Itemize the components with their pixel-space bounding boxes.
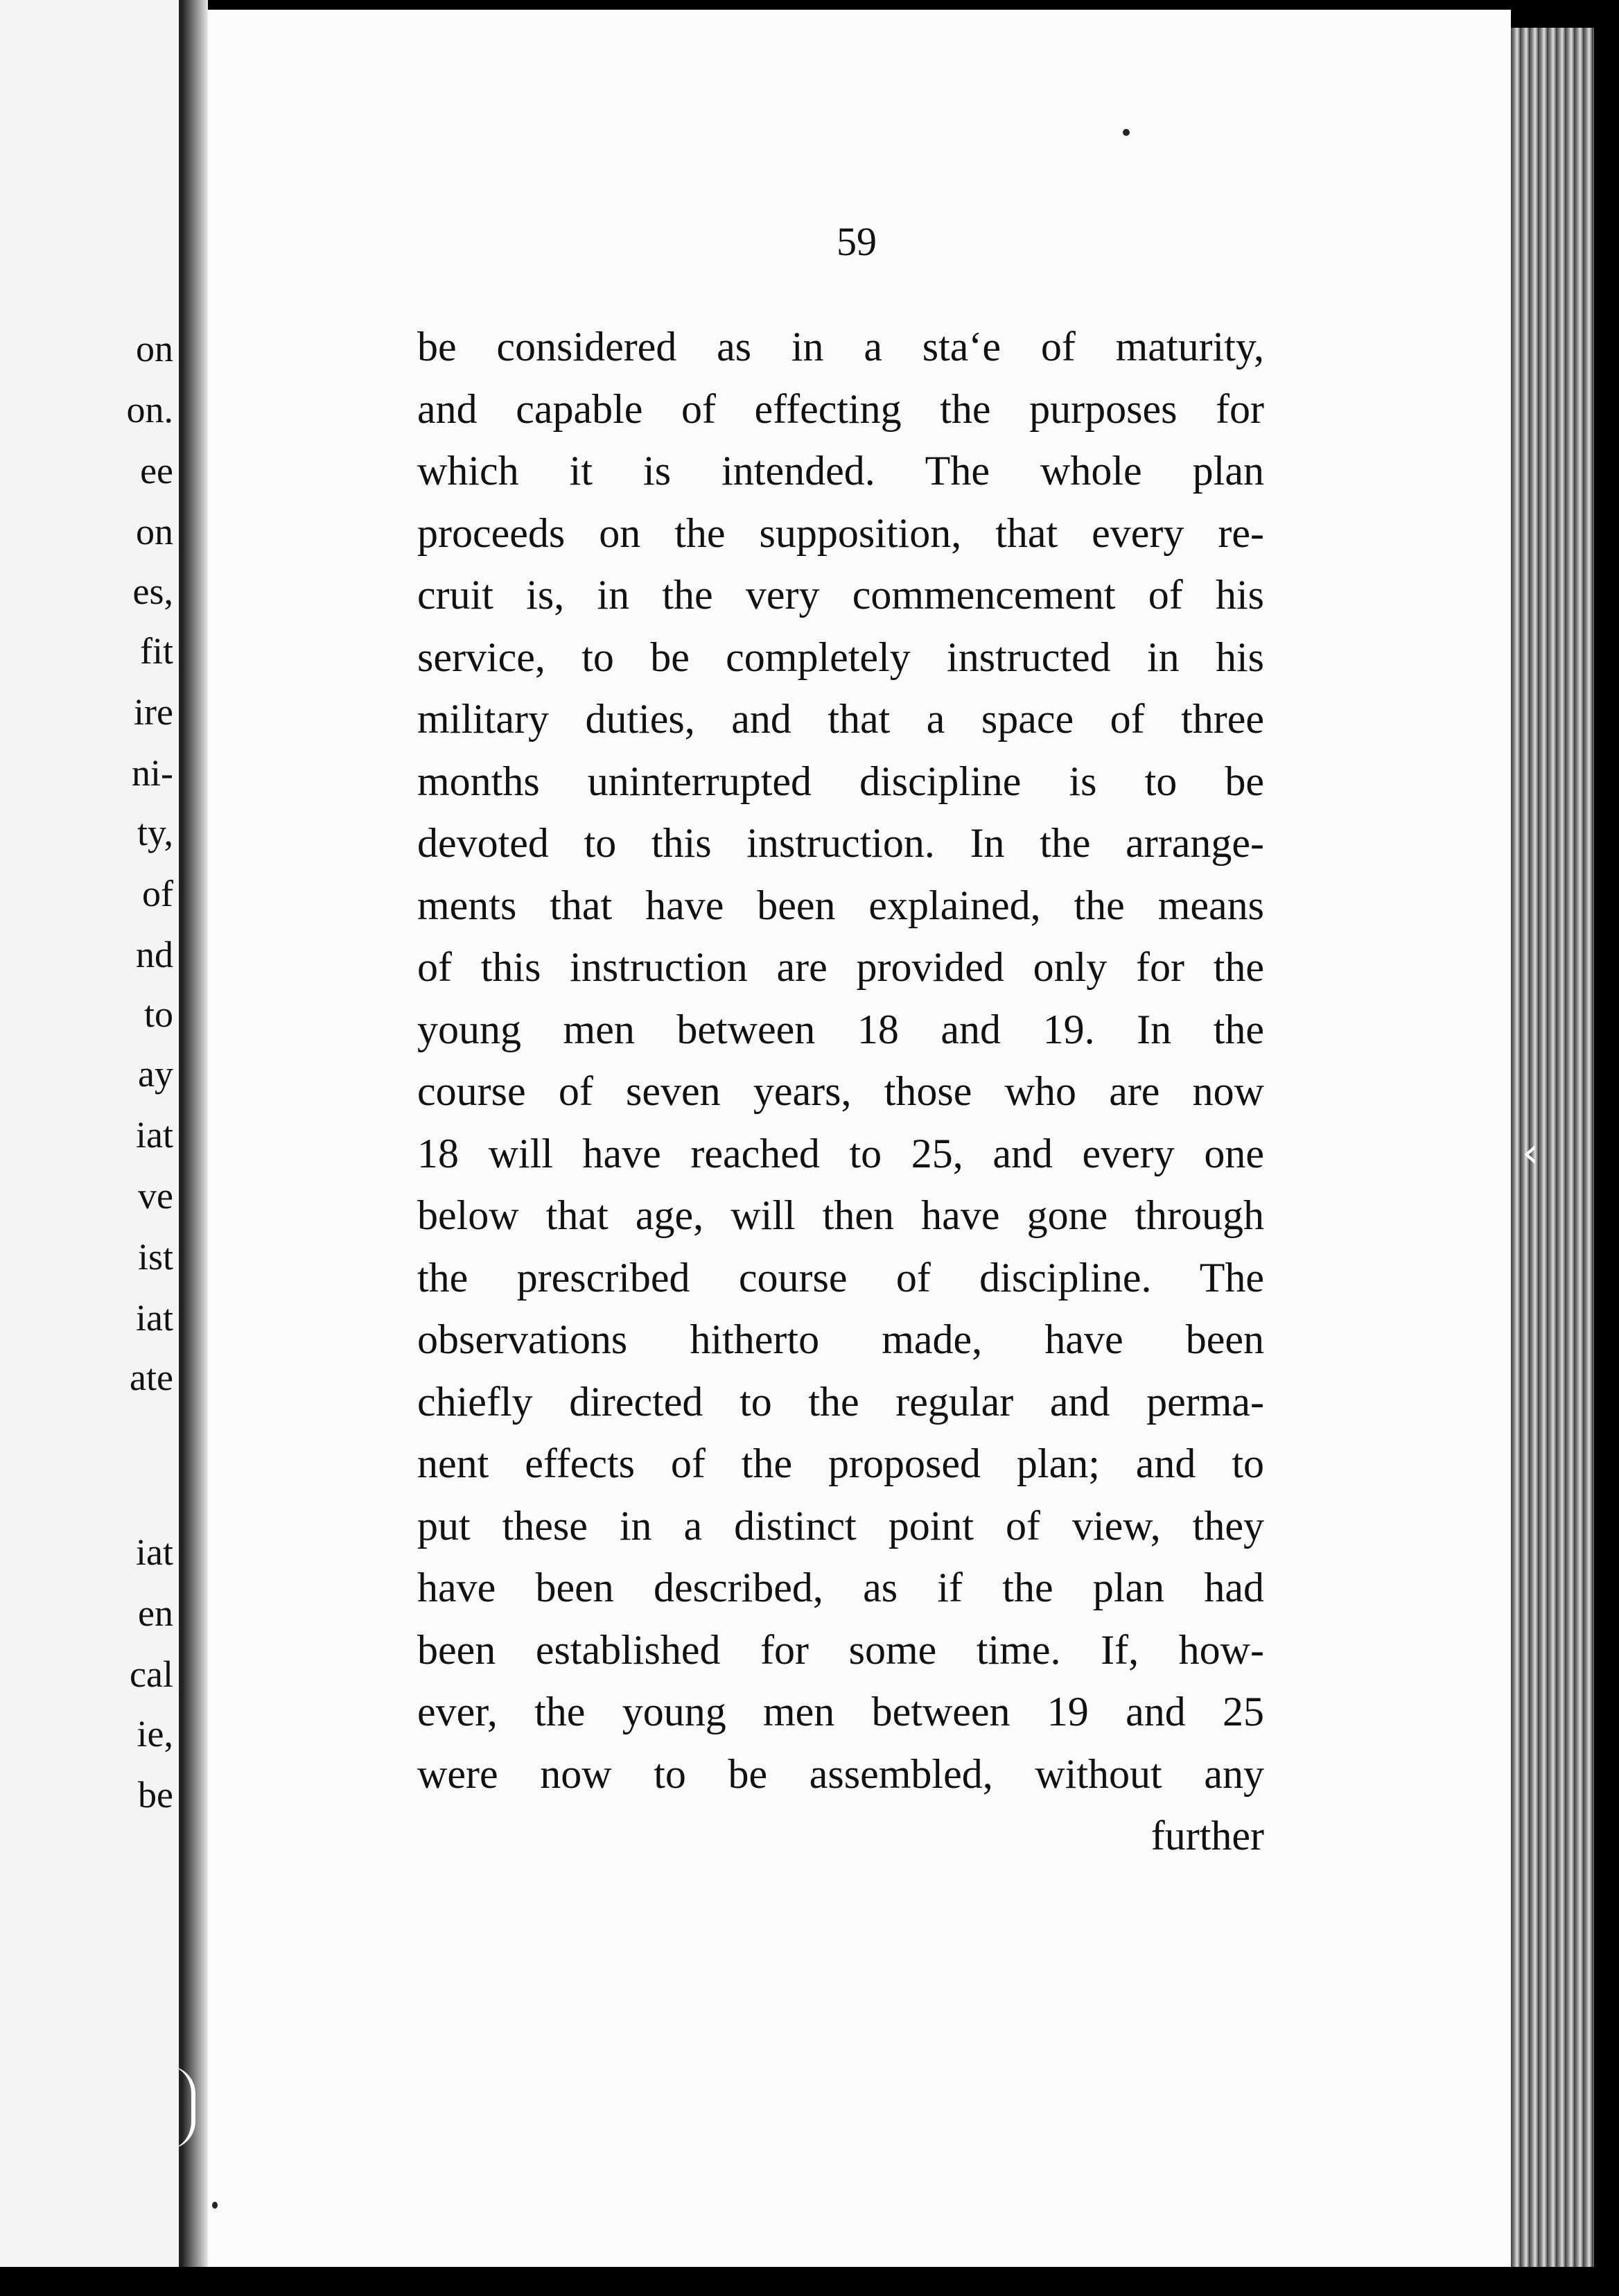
facing-line-ending: of <box>142 873 173 914</box>
text-line: chiefly directed to the regular and perma- <box>417 1378 1264 1425</box>
text-line: military duties, and that a space of three <box>417 696 1264 742</box>
text-line: and capable of effecting the purposes for <box>417 385 1264 432</box>
facing-line-ending: es, <box>132 571 173 612</box>
ink-speck <box>1123 129 1130 136</box>
facing-line-ending: ire <box>134 691 173 733</box>
text-line: young men between 18 and 19. In the <box>417 1006 1264 1052</box>
text-line: which it is intended. The whole plan <box>417 448 1264 494</box>
page-edge-marker-icon: ‹ <box>1522 1129 1539 1177</box>
text-line: 18 will have reached to 25, and every one <box>417 1130 1264 1176</box>
facing-line-ending: ee <box>140 450 173 492</box>
facing-line-ending: ate <box>130 1357 173 1398</box>
facing-line-ending: on <box>136 328 173 369</box>
facing-line-ending: en <box>138 1592 173 1634</box>
text-line: service, to be completely instructed in his <box>417 634 1264 680</box>
catchword: further <box>1150 1813 1264 1859</box>
text-line: of this instruction are provided only for the <box>417 944 1264 990</box>
text-line: ments that have been explained, the means <box>417 882 1264 928</box>
text-line: devoted to this instruction. In the arrange- <box>417 820 1264 866</box>
book-gutter <box>183 0 208 2281</box>
binding-bracket <box>164 2066 195 2149</box>
facing-line-ending: iat <box>136 1114 173 1156</box>
text-line: course of seven years, those who are now <box>417 1068 1264 1114</box>
text-line: have been described, as if the plan had <box>417 1565 1264 1610</box>
facing-line-ending: to <box>143 993 173 1035</box>
ink-speck <box>212 2202 218 2209</box>
page-number: 59 <box>837 219 877 264</box>
text-line: put these in a distinct point of view, they <box>417 1502 1264 1549</box>
facing-line-ending: be <box>138 1774 173 1816</box>
facing-line-ending: ist <box>137 1236 173 1278</box>
facing-line-ending: iat <box>136 1297 173 1339</box>
facing-line-ending: cal <box>130 1653 173 1695</box>
text-line: below that age, will then have gone through <box>417 1192 1264 1238</box>
text-line: ever, the young men between 19 and 25 <box>417 1689 1264 1734</box>
facing-line-ending: ie, <box>137 1713 173 1755</box>
text-line: proceeds on the supposition, that every re- <box>417 510 1264 556</box>
text-line: be considered as in a sta‘e of maturity, <box>417 324 1264 369</box>
facing-line-ending: fit <box>140 630 173 672</box>
facing-line-ending: iat <box>136 1531 173 1573</box>
facing-line-ending: ni- <box>132 752 173 794</box>
facing-line-ending: on <box>136 511 173 553</box>
text-line: been established for some time. If, how- <box>417 1626 1264 1673</box>
scan-border <box>0 2267 1619 2296</box>
facing-line-ending: ve <box>138 1175 173 1217</box>
text-line: the prescribed course of discipline. The <box>417 1254 1264 1301</box>
text-line: were now to be assembled, without any <box>417 1750 1264 1797</box>
text-line: observations hitherto made, have been <box>417 1316 1264 1362</box>
text-line: cruit is, in the very commencement of his <box>417 572 1264 618</box>
text-line: months uninterrupted discipline is to be <box>417 758 1264 804</box>
text-line: nent effects of the proposed plan; and to <box>417 1441 1264 1486</box>
facing-page <box>0 0 183 2267</box>
facing-line-ending: nd <box>136 934 173 975</box>
facing-line-ending: on. <box>126 389 173 430</box>
facing-line-ending: ty, <box>137 812 173 853</box>
page-body-text <box>417 316 1264 1868</box>
facing-line-ending: ay <box>138 1053 173 1095</box>
